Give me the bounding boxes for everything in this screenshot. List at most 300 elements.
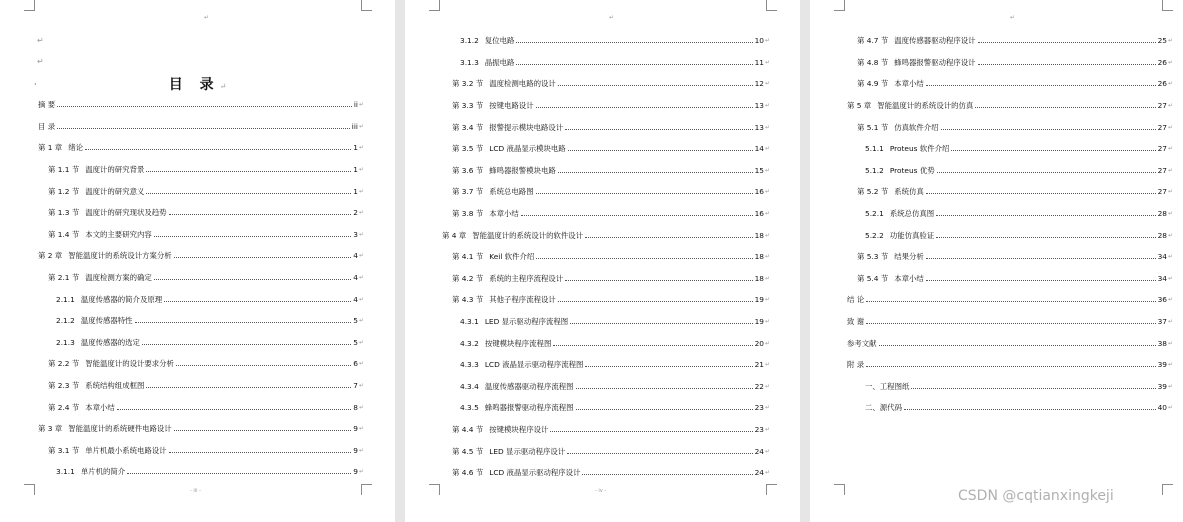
toc-leader-dots — [926, 258, 1156, 259]
paragraph-mark: ↵ — [358, 446, 364, 454]
toc-leader-dots — [536, 258, 752, 259]
toc-entry-page: 25 — [1157, 36, 1167, 46]
toc-entry-number: 第 3.7 节 — [452, 187, 484, 197]
paragraph-mark: ↵ — [1167, 361, 1173, 369]
toc-list — [442, 30, 770, 483]
toc-leader-dots — [926, 85, 1156, 86]
toc-entry-number: 第 4.8 节 — [857, 57, 889, 67]
crop-mark — [834, 484, 845, 495]
toc-leader-dots — [585, 366, 752, 367]
crop-mark — [834, 0, 845, 11]
toc-entry[interactable] — [38, 202, 364, 224]
toc-entry[interactable] — [847, 289, 1173, 311]
toc-leader-dots — [936, 215, 1155, 216]
paragraph-mark: ↵ — [1167, 296, 1173, 304]
toc-entry-number: 第 4.2 节 — [452, 273, 484, 283]
toc-entry-title: 致 谢 — [847, 317, 865, 327]
paragraph-mark: ↵ — [764, 102, 770, 110]
toc-entry-number: 5.1.2 — [865, 165, 884, 175]
toc-entry-title: 本章小结 — [489, 209, 519, 219]
toc-leader-dots — [146, 193, 351, 194]
toc-entry-page: 4 — [353, 273, 358, 283]
toc-leader-dots — [576, 409, 753, 410]
toc-entry-number: 第 3.5 节 — [452, 144, 484, 154]
toc-list — [847, 30, 1173, 419]
toc-entry-title: 系统总仿真图 — [889, 209, 935, 219]
toc-entry-number: 第 5 章 — [847, 101, 872, 111]
toc-entry[interactable] — [442, 419, 770, 441]
paragraph-mark: ↵ — [1167, 318, 1173, 326]
toc-entry-title: 单片机的简介 — [80, 467, 126, 477]
paragraph-mark: ↵ — [764, 210, 770, 218]
toc-leader-dots — [174, 430, 352, 431]
toc-entry[interactable] — [442, 52, 770, 74]
toc-entry[interactable] — [38, 461, 364, 483]
toc-leader-dots — [169, 214, 352, 215]
toc-entry[interactable] — [847, 332, 1173, 354]
toc-entry-title: 结 论 — [847, 295, 865, 305]
toc-entry-number: 3.1.2 — [460, 36, 479, 46]
toc-entry-title: 系统总电路图 — [489, 187, 534, 197]
toc-entry-title: 系统仿真 — [894, 187, 924, 197]
toc-entry-number: 第 2.2 节 — [48, 359, 80, 369]
toc-entry[interactable] — [442, 440, 770, 462]
toc-entry-number: 第 2.4 节 — [48, 402, 80, 412]
toc-entry-page: 27 — [1157, 122, 1167, 132]
toc-entry-page: 2 — [353, 208, 358, 218]
toc-entry-title: 温度检测方案的确定 — [85, 273, 152, 283]
toc-entry-page: 16 — [754, 187, 764, 197]
toc-entry[interactable] — [847, 160, 1173, 182]
toc-entry[interactable] — [442, 354, 770, 376]
paragraph-mark: ↵ — [358, 144, 364, 152]
toc-leader-dots — [536, 193, 753, 194]
toc-entry-page: 14 — [754, 144, 764, 154]
toc-entry[interactable] — [847, 181, 1173, 203]
paragraph-mark: ↵ — [1167, 188, 1173, 196]
toc-entry-page: 27 — [1157, 187, 1167, 197]
toc-entry[interactable] — [442, 397, 770, 419]
toc-entry[interactable] — [442, 332, 770, 354]
toc-entry-page: 13 — [754, 101, 764, 111]
toc-entry-page: 12 — [754, 79, 764, 89]
toc-entry-title: 按键模块程序设计 — [489, 424, 549, 434]
toc-leader-dots — [879, 345, 1156, 346]
toc-entry-title: 本章小结 — [894, 273, 924, 283]
toc-entry-page: 1 — [353, 165, 358, 175]
paragraph-mark: ↵ — [764, 469, 770, 477]
paragraph-mark: ↵ — [764, 58, 770, 66]
toc-entry[interactable] — [38, 418, 364, 440]
toc-entry-title: 复位电路 — [484, 36, 515, 46]
paragraph-mark: ↵ — [1167, 102, 1173, 110]
toc-entry-title: 仿真软件介绍 — [894, 122, 939, 132]
paragraph-mark: ↵ — [1167, 166, 1173, 174]
toc-entry-page: 9 — [353, 445, 358, 455]
toc-leader-dots — [127, 473, 351, 474]
paragraph-mark: ↵ — [1167, 80, 1173, 88]
toc-leader-dots — [516, 42, 752, 43]
toc-entry[interactable] — [847, 73, 1173, 95]
paragraph-mark: ↵ — [1167, 339, 1173, 347]
toc-entry-title: 温度检测电路的设计 — [489, 79, 556, 89]
paragraph-mark: ↵ — [764, 404, 770, 412]
paragraph-mark: ↵ — [764, 123, 770, 131]
toc-leader-dots — [582, 474, 752, 475]
toc-leader-dots — [164, 301, 351, 302]
toc-leader-dots — [926, 280, 1156, 281]
toc-entry-page: 34 — [1157, 252, 1167, 262]
toc-entry-number: 3.1.3 — [460, 57, 479, 67]
toc-leader-dots — [146, 387, 351, 388]
paragraph-mark: ↵ — [764, 274, 770, 282]
toc-entry-title: 系统结构组成框图 — [85, 381, 145, 391]
toc-entry[interactable] — [442, 73, 770, 95]
toc-list — [38, 94, 364, 483]
document-page-1 — [0, 0, 395, 522]
toc-leader-dots — [117, 409, 351, 410]
toc-entry-title: 智能温度计的设计要求分析 — [85, 359, 174, 369]
toc-entry-page: 19 — [754, 317, 764, 327]
toc-entry-page: 23 — [754, 424, 764, 434]
toc-entry-number: 第 1.4 节 — [48, 229, 80, 239]
toc-leader-dots — [558, 85, 753, 86]
paragraph-mark: ↵ — [358, 338, 364, 346]
toc-entry[interactable] — [442, 203, 770, 225]
toc-leader-dots — [975, 107, 1155, 108]
paragraph-mark: ↵ — [1167, 37, 1173, 45]
toc-leader-dots — [567, 453, 752, 454]
toc-entry-title: 按键电路设计 — [489, 101, 534, 111]
toc-entry-number: 第 3.6 节 — [452, 165, 484, 175]
toc-entry-title: 温度计的研究背景 — [85, 165, 145, 175]
toc-entry-number: 第 5.1 节 — [857, 122, 889, 132]
toc-entry-page: 1 — [353, 143, 358, 153]
toc-leader-dots — [85, 149, 351, 150]
toc-entry-page: 24 — [754, 446, 764, 456]
toc-entry-title: 附 录 — [847, 360, 865, 370]
toc-entry-title: 蜂鸣器报警驱动程序流程图 — [484, 403, 574, 413]
crop-mark — [429, 484, 440, 495]
paragraph-mark: ↵ — [358, 122, 364, 130]
crop-mark — [1162, 484, 1173, 495]
toc-entry[interactable] — [847, 30, 1173, 52]
toc-entry-page: 9 — [353, 467, 358, 477]
toc-entry-page: 4 — [353, 294, 358, 304]
toc-entry[interactable] — [38, 159, 364, 181]
toc-entry[interactable] — [442, 95, 770, 117]
toc-entry-title: 温度传感器驱动程序流程图 — [484, 381, 574, 391]
toc-entry-page: 13 — [754, 122, 764, 132]
toc-entry-page: 22 — [754, 381, 764, 391]
toc-entry-title: 智能温度计的系统设计的仿真 — [877, 101, 974, 111]
paragraph-mark: ↵ — [764, 296, 770, 304]
toc-entry[interactable] — [442, 30, 770, 52]
toc-entry[interactable] — [442, 289, 770, 311]
paragraph-mark: ↵ — [764, 447, 770, 455]
toc-entry[interactable] — [38, 137, 364, 159]
toc-entry[interactable] — [38, 180, 364, 202]
toc-entry[interactable] — [847, 95, 1173, 117]
toc-entry[interactable] — [847, 268, 1173, 290]
toc-entry-number: 2.1.2 — [56, 316, 75, 326]
toc-entry-page: 1 — [353, 186, 358, 196]
toc-leader-dots — [154, 236, 352, 237]
toc-entry-page: 18 — [754, 230, 764, 240]
paragraph-mark: ↵ — [358, 252, 364, 260]
paragraph-mark: ↵ — [358, 166, 364, 174]
toc-entry[interactable] — [38, 116, 364, 138]
paragraph-mark: ↵ — [358, 209, 364, 217]
toc-entry-page: 5 — [353, 316, 358, 326]
toc-entry-title: 单片机最小系统电路设计 — [85, 445, 167, 455]
toc-leader-dots — [550, 431, 752, 432]
toc-entry-number: 3.1.1 — [56, 467, 75, 477]
toc-leader-dots — [937, 172, 1156, 173]
toc-entry[interactable] — [847, 354, 1173, 376]
paragraph-mark: ↵ — [1167, 210, 1173, 218]
toc-entry-number: 第 3.4 节 — [452, 122, 484, 132]
toc-entry-page: 15 — [754, 165, 764, 175]
toc-entry-page: 40 — [1157, 403, 1167, 413]
toc-entry[interactable] — [847, 246, 1173, 268]
toc-entry[interactable] — [847, 138, 1173, 160]
toc-entry-page: 8 — [353, 402, 358, 412]
toc-leader-dots — [941, 129, 1156, 130]
toc-entry-title: 蜂鸣器报警驱动程序设计 — [894, 57, 976, 67]
toc-entry-title: Proteus 优势 — [889, 165, 935, 175]
paragraph-mark: ↵ — [37, 57, 44, 66]
page-number: - iii - — [190, 488, 201, 494]
toc-entry-page: 7 — [353, 381, 358, 391]
paragraph-mark: ↵ — [764, 361, 770, 369]
toc-entry-title: 结果分析 — [894, 252, 924, 262]
toc-entry-page: 39 — [1157, 381, 1167, 391]
toc-entry[interactable] — [38, 267, 364, 289]
toc-entry[interactable] — [442, 224, 770, 246]
toc-entry-number: 第 2.3 节 — [48, 381, 80, 391]
toc-entry-number: 5.2.2 — [865, 230, 884, 240]
toc-entry-page: 4 — [353, 251, 358, 261]
toc-entry[interactable] — [38, 332, 364, 354]
paragraph-mark: ↵ — [358, 295, 364, 303]
toc-entry[interactable] — [847, 52, 1173, 74]
toc-entry[interactable] — [442, 311, 770, 333]
toc-entry-title: 其他子程序流程设计 — [489, 295, 556, 305]
toc-leader-dots — [570, 323, 752, 324]
toc-entry-number: 第 1.2 节 — [48, 186, 80, 196]
toc-entry[interactable] — [847, 376, 1173, 398]
paragraph-mark: ↵ — [358, 425, 364, 433]
paragraph-mark: ↵ — [1167, 123, 1173, 131]
toc-entry[interactable] — [847, 203, 1173, 225]
toc-entry-number: 第 4.9 节 — [857, 79, 889, 89]
crop-mark — [766, 0, 777, 11]
toc-entry-title: 智能温度计的系统硬件电路设计 — [68, 424, 172, 434]
toc-entry-page: ii — [353, 100, 358, 110]
toc-entry-number: 第 4.3 节 — [452, 295, 484, 305]
toc-leader-dots — [904, 409, 1156, 410]
toc-entry-number: 4.3.5 — [460, 403, 479, 413]
toc-entry-page: 23 — [754, 403, 764, 413]
toc-entry-title: 智能温度计的系统设计方案分析 — [68, 251, 172, 261]
toc-entry[interactable] — [38, 310, 364, 332]
toc-entry-number: 第 5.2 节 — [857, 187, 889, 197]
crop-mark — [766, 484, 777, 495]
toc-entry-number: 第 5.4 节 — [857, 273, 889, 283]
toc-entry-title: 功能仿真验证 — [889, 230, 935, 240]
toc-entry[interactable] — [442, 138, 770, 160]
toc-title: 目 录↵ — [168, 77, 227, 93]
toc-entry-page: 26 — [1157, 79, 1167, 89]
toc-entry[interactable] — [442, 268, 770, 290]
toc-entry-title: Keil 软件介绍 — [489, 252, 535, 262]
toc-entry-page: 38 — [1157, 338, 1167, 348]
toc-entry-number: 第 3.3 节 — [452, 101, 484, 111]
toc-entry[interactable] — [38, 224, 364, 246]
paragraph-mark: ↵ — [1167, 231, 1173, 239]
toc-entry-number: 第 4.6 节 — [452, 468, 484, 478]
toc-entry[interactable] — [38, 375, 364, 397]
toc-entry-number: 第 3.2 节 — [452, 79, 484, 89]
toc-entry-title: 摘 要 — [38, 100, 56, 110]
paragraph-mark: ↵ — [1167, 274, 1173, 282]
crop-mark — [24, 484, 35, 495]
toc-leader-dots — [866, 301, 1155, 302]
toc-entry-number: 第 4.1 节 — [452, 252, 484, 262]
toc-entry-page: 20 — [754, 338, 764, 348]
toc-entry-number: 第 3 章 — [38, 424, 63, 434]
toc-entry-title: 温度传感器的简介及原理 — [80, 294, 163, 304]
toc-entry-title: 参考文献 — [847, 338, 877, 348]
toc-entry-page: 21 — [754, 360, 764, 370]
toc-entry[interactable] — [38, 245, 364, 267]
toc-leader-dots — [516, 64, 752, 65]
toc-entry-number: 第 2 章 — [38, 251, 63, 261]
toc-entry[interactable] — [38, 288, 364, 310]
toc-entry[interactable] — [847, 397, 1173, 419]
toc-leader-dots — [135, 322, 352, 323]
paragraph-mark: ↵ — [764, 188, 770, 196]
paragraph-mark: ↵ — [358, 317, 364, 325]
toc-leader-dots — [558, 301, 753, 302]
toc-entry-page: 34 — [1157, 273, 1167, 283]
toc-leader-dots — [142, 344, 351, 345]
toc-entry[interactable] — [442, 462, 770, 484]
toc-entry-page: 6 — [353, 359, 358, 369]
header-paragraph-mark: ↵ — [204, 14, 210, 21]
toc-entry-number: 第 4.4 节 — [452, 424, 484, 434]
toc-entry-page: 16 — [754, 209, 764, 219]
toc-leader-dots — [576, 388, 753, 389]
toc-entry-number: 第 5.3 节 — [857, 252, 889, 262]
toc-entry[interactable] — [847, 116, 1173, 138]
toc-entry-title: 一、工程图纸 — [865, 381, 910, 391]
toc-leader-dots — [169, 452, 352, 453]
toc-entry-number: 第 1.3 节 — [48, 208, 80, 218]
toc-entry[interactable] — [442, 116, 770, 138]
toc-entry-title: LCD 液晶显示驱动程序设计 — [489, 468, 581, 478]
toc-leader-dots — [536, 107, 753, 108]
toc-entry-title: LCD 液晶显示模块电路 — [489, 144, 566, 154]
toc-entry-title: 温度传感器的选定 — [80, 337, 140, 347]
toc-leader-dots — [585, 237, 753, 238]
toc-entry-page: 28 — [1157, 230, 1167, 240]
watermark: CSDN @cqtianxingkeji — [958, 488, 1114, 504]
crop-mark — [361, 484, 372, 495]
toc-leader-dots — [146, 171, 351, 172]
toc-entry[interactable] — [442, 246, 770, 268]
toc-entry-number: 第 4.5 节 — [452, 446, 484, 456]
toc-entry-number: 第 3.1 节 — [48, 445, 80, 455]
toc-entry-page: 10 — [754, 36, 764, 46]
toc-leader-dots — [176, 365, 351, 366]
toc-entry-page: 11 — [754, 57, 764, 67]
toc-leader-dots — [57, 128, 350, 129]
paragraph-mark: ↵ — [358, 360, 364, 368]
paragraph-mark: ↵ — [358, 382, 364, 390]
page-number: - iv - — [595, 488, 607, 494]
toc-entry-title: 绪论 — [68, 143, 83, 153]
toc-entry-number: 2.1.3 — [56, 337, 75, 347]
header-paragraph-mark: ↵ — [609, 14, 615, 21]
toc-entry-number: 第 1.1 节 — [48, 165, 80, 175]
toc-leader-dots — [866, 366, 1155, 367]
toc-entry[interactable] — [442, 160, 770, 182]
toc-entry-page: 27 — [1157, 144, 1167, 154]
toc-leader-dots — [553, 345, 752, 346]
toc-leader-dots — [521, 215, 753, 216]
crop-mark — [1162, 0, 1173, 11]
toc-entry[interactable] — [847, 311, 1173, 333]
toc-entry[interactable] — [38, 353, 364, 375]
toc-entry-page: 24 — [754, 468, 764, 478]
paragraph-mark: ↵ — [764, 80, 770, 88]
toc-entry-title: 智能温度计的系统设计的软件设计 — [472, 230, 584, 240]
toc-entry-page: 3 — [353, 229, 358, 239]
toc-entry[interactable] — [442, 181, 770, 203]
toc-entry-page: 18 — [754, 252, 764, 262]
toc-entry-page: 5 — [353, 337, 358, 347]
paragraph-mark: ↵ — [1167, 145, 1173, 153]
paragraph-mark: ↵ — [764, 339, 770, 347]
paragraph-mark: ↵ — [37, 36, 44, 45]
paragraph-mark: ↵ — [764, 425, 770, 433]
crop-mark — [24, 0, 35, 11]
paragraph-mark: ↵ — [764, 37, 770, 45]
toc-entry-page: 28 — [1157, 209, 1167, 219]
toc-entry[interactable] — [38, 440, 364, 462]
paragraph-mark: ↵ — [1167, 404, 1173, 412]
paragraph-mark: ↵ — [1167, 253, 1173, 261]
toc-entry-title: LCD 液晶显示驱动程序流程图 — [484, 360, 584, 370]
toc-entry[interactable] — [38, 396, 364, 418]
toc-entry[interactable] — [38, 94, 364, 116]
toc-entry[interactable] — [442, 376, 770, 398]
toc-entry-title: 蜂鸣器报警模块电路 — [489, 165, 556, 175]
toc-entry-title: 本章小结 — [894, 79, 924, 89]
toc-entry-page: 9 — [353, 424, 358, 434]
crop-mark — [361, 0, 372, 11]
toc-entry-number: 4.3.2 — [460, 338, 479, 348]
paragraph-mark: ↵ — [764, 253, 770, 261]
paragraph-mark: ↵ — [764, 318, 770, 326]
toc-entry-page: 36 — [1157, 295, 1167, 305]
bullet: · — [34, 80, 37, 89]
toc-entry-title: 系统的主程序流程设计 — [489, 273, 564, 283]
toc-entry-title: 温度计的研究意义 — [85, 186, 145, 196]
toc-entry[interactable] — [847, 224, 1173, 246]
